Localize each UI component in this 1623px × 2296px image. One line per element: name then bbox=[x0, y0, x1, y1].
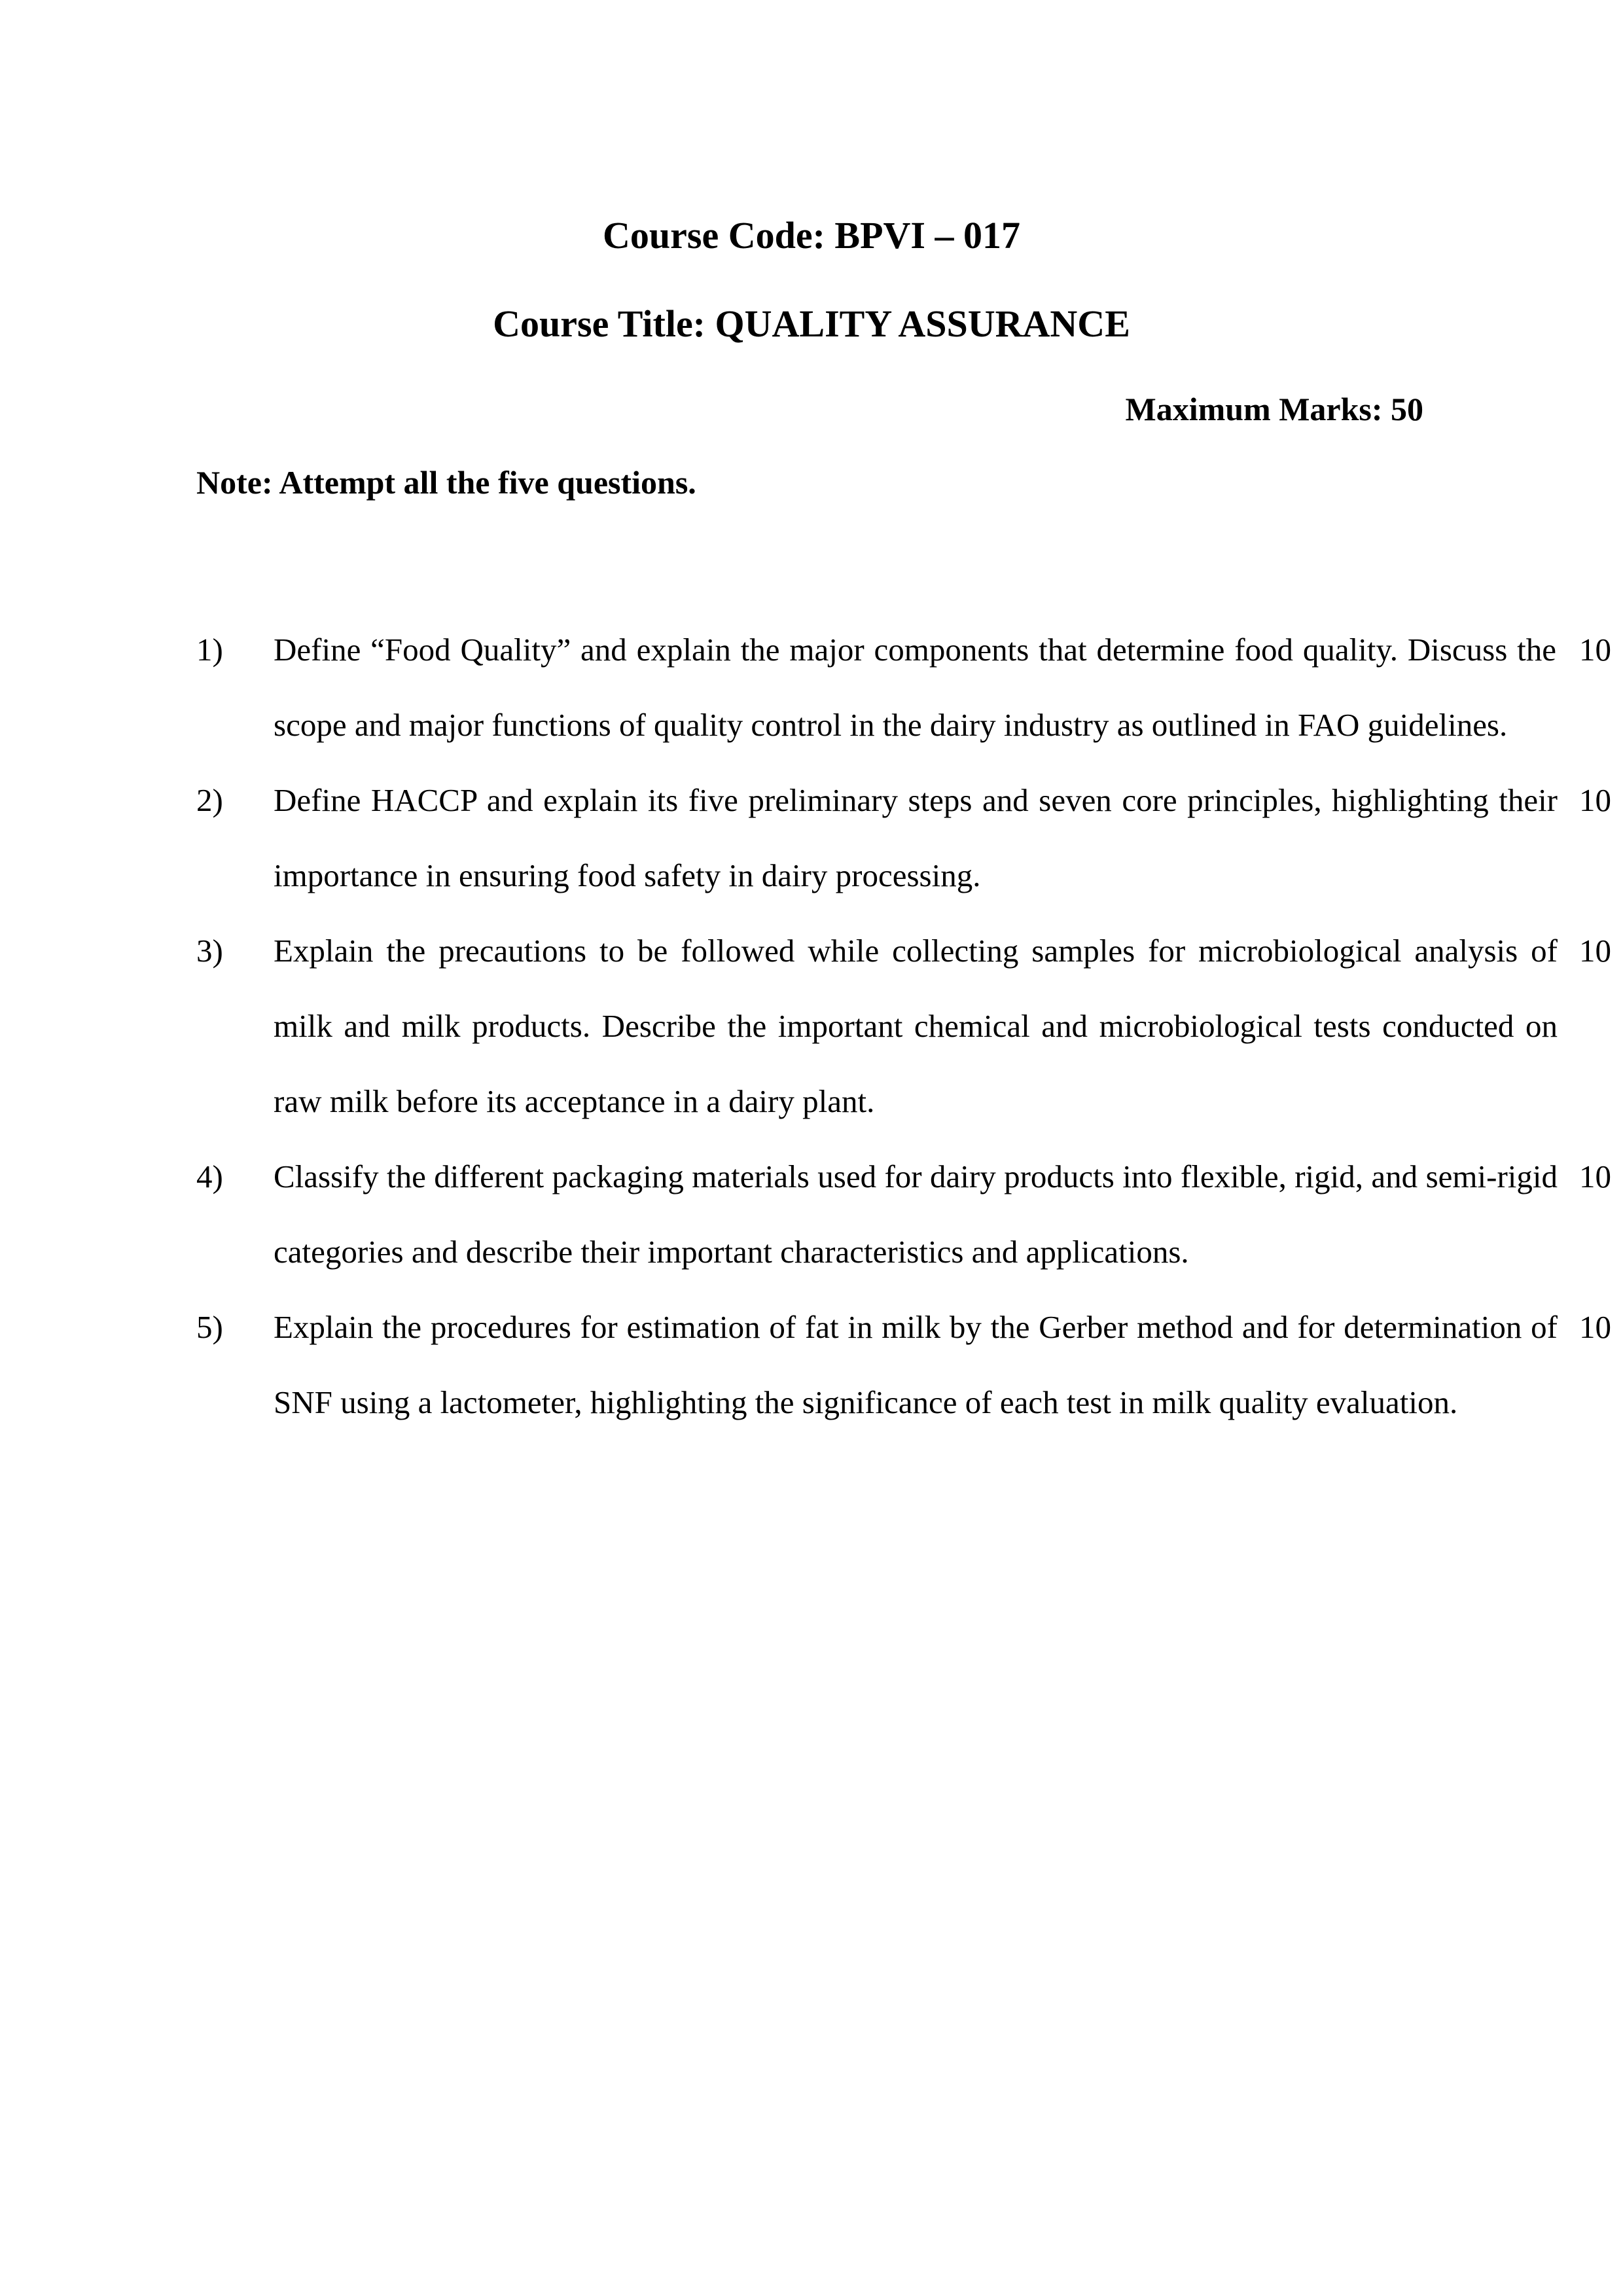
question-number: 3) bbox=[196, 933, 223, 969]
question-text-content: Explain the precautions to be followed while collecting samples for microbiological analysis of milk and milk products. Describe the important chemical and microbiological tests conducted on raw milk before its acceptance in a dairy plant. bbox=[274, 933, 1558, 1119]
question-text-content: Explain the procedures for estimation of fat in milk by the Gerber method and for determination of SNF using a lactometer, highlighting the significance of each test in milk quality evaluation. bbox=[274, 1309, 1558, 1420]
question-number: 1) bbox=[196, 632, 223, 668]
question-item bbox=[196, 913, 1611, 1139]
question-marks: 10 bbox=[1579, 1309, 1611, 1345]
question-marks: 10 bbox=[1579, 632, 1611, 668]
question-number: 4) bbox=[196, 1158, 223, 1194]
question-list bbox=[196, 612, 1611, 1440]
question-marks: 10 bbox=[1579, 933, 1611, 969]
question-text bbox=[274, 762, 1558, 913]
question-text bbox=[274, 913, 1558, 1139]
question-text bbox=[274, 612, 1556, 762]
question-text-content: Define “Food Quality” and explain the major components that determine food quality. Discuss the scope and major functions of quality control in the dairy industry as outlined in FAO guidelines. bbox=[274, 632, 1556, 743]
question-item bbox=[196, 762, 1611, 913]
question-text-content: Classify the different packaging materials used for dairy products into flexible, rigid, and semi-rigid categories and describe their important characteristics and applications. bbox=[274, 1158, 1558, 1270]
maximum-marks: Maximum Marks: 50 bbox=[1125, 391, 1423, 427]
question-item bbox=[196, 1289, 1611, 1440]
question-marks: 10 bbox=[1579, 1158, 1611, 1194]
question-text-content: Define HACCP and explain its five preliminary steps and seven core principles, highlighting their importance in ensuring food safety in dairy processing. bbox=[274, 782, 1558, 893]
question-number: 2) bbox=[196, 782, 223, 818]
course-code: Course Code: BPVI – 017 bbox=[603, 214, 1020, 257]
question-text bbox=[274, 1289, 1558, 1440]
question-text bbox=[274, 1139, 1558, 1289]
question-item bbox=[196, 612, 1611, 762]
instructions-note: Note: Attempt all the five questions. bbox=[196, 464, 696, 501]
question-number: 5) bbox=[196, 1309, 223, 1345]
question-marks: 10 bbox=[1579, 782, 1611, 818]
course-title: Course Title: QUALITY ASSURANCE bbox=[493, 302, 1130, 345]
question-item bbox=[196, 1139, 1611, 1289]
